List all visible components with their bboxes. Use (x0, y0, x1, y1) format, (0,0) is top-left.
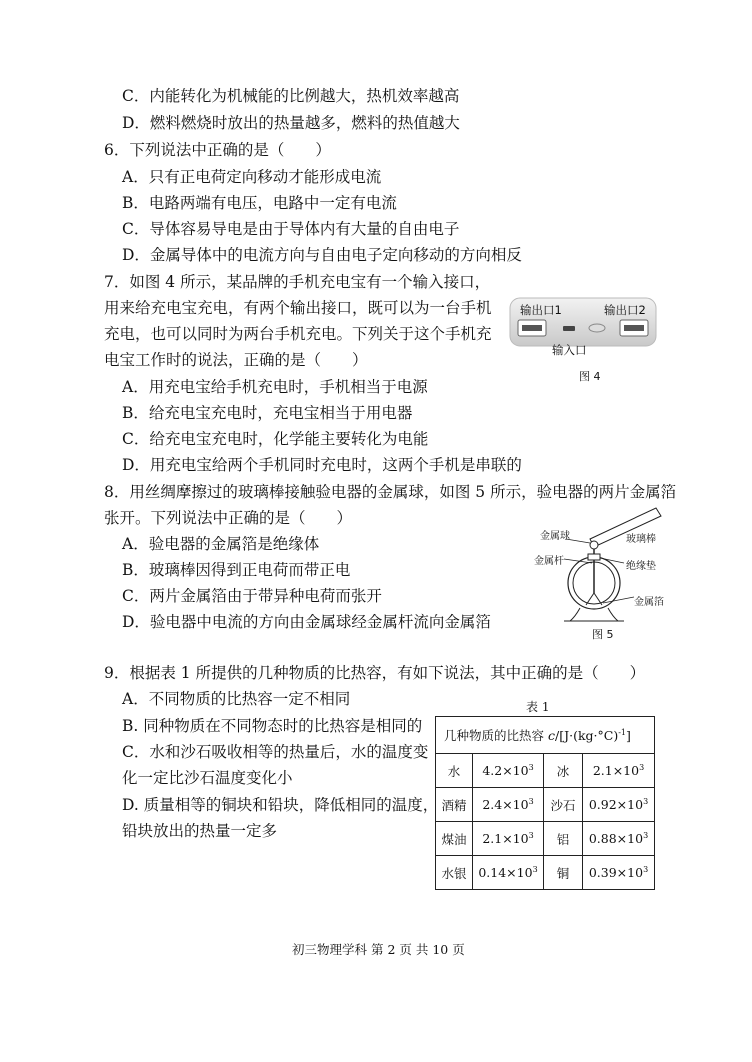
specific-heat-table (435, 716, 655, 890)
q8-option-b: B．玻璃棒因得到正电荷而带正电 (122, 561, 351, 579)
table-1-caption: 表 1 (526, 700, 550, 714)
fig4-input-label: 输入口 (552, 343, 587, 357)
q7-stem-2: 用来给充电宝充电，有两个输出接口，既可以为一台手机 (104, 299, 492, 317)
q7-stem-1: 7．如图 4 所示，某品牌的手机充电宝有一个输入接口， (104, 273, 491, 291)
q9-stem: 9．根据表 1 所提供的几种物质的比热容，有如下说法，其中正确的是（ ） (104, 664, 646, 682)
value-cell: $4.2\times 10^3$ (473, 754, 544, 788)
material-cell: 冰 (544, 754, 583, 788)
value-cell: $2.1\times 10^3$ (473, 822, 544, 856)
table-header-row (436, 717, 655, 754)
q6-option-d: D．金属导体中的电流方向与自由电子定向移动的方向相反 (122, 246, 522, 264)
table-header: 几种物质的比热容 $c/[J\cdot(kg\cdot^\circ C)^{-1}]$ (436, 717, 655, 754)
fig5-pad-label: 绝缘垫 (626, 561, 656, 572)
q8-option-d: D．验电器中电流的方向由金属球经金属杆流向金属箔 (122, 613, 491, 631)
q5-option-d: D．燃料燃烧时放出的热量越多，燃料的热值越大 (122, 114, 460, 132)
q7-option-a: A．用充电宝给手机充电时，手机相当于电源 (122, 378, 428, 396)
material-cell: 煤油 (436, 822, 473, 856)
q6-option-a: A．只有正电荷定向移动才能形成电流 (122, 168, 382, 186)
q8-stem-2: 张开。下列说法中正确的是（ ） (104, 509, 353, 527)
material-cell: 酒精 (436, 788, 473, 822)
q9-option-b: B. 同种物质在不同物态时的比热容是相同的 (122, 717, 423, 735)
value-cell: $2.1\times 10^3$ (583, 754, 655, 788)
q7-stem-3: 充电，也可以同时为两台手机充电。下列关于这个手机充 (104, 325, 492, 343)
value-cell: $0.39\times 10^3$ (583, 856, 655, 890)
fig5-rod-label: 玻璃棒 (626, 534, 656, 545)
page-footer: 初三物理学科 第 2 页 共 10 页 (292, 942, 465, 957)
q9-option-d-line-1: D. 质量相等的铜块和铅块，降低相同的温度， (122, 796, 439, 814)
fig5-caption: 图 5 (592, 628, 614, 641)
material-cell: 水银 (436, 856, 473, 890)
fig4-output-2-label: 输出口2 (604, 303, 646, 317)
q6-stem: 6．下列说法中正确的是（ ） (104, 141, 331, 159)
value-cell: $0.92\times 10^3$ (583, 788, 655, 822)
table-row (436, 754, 655, 788)
q9-option-a: A．不同物质的比热容一定不相同 (122, 690, 351, 708)
q9-option-c-line-1: C．水和沙石吸收相等的热量后，水的温度变 (122, 743, 429, 761)
material-cell: 水 (436, 754, 473, 788)
q5-option-c: C．内能转化为机械能的比例越大，热机效率越高 (122, 87, 460, 105)
value-cell: $2.4\times 10^3$ (473, 788, 544, 822)
value-cell: $0.14\times 10^3$ (473, 856, 544, 890)
fig4-output-1-label: 输出口1 (520, 303, 562, 317)
fig5-foil-label: 金属箔 (634, 597, 664, 608)
q8-option-c: C．两片金属箔由于带异种电荷而张开 (122, 587, 382, 605)
q9-option-c-line-2: 化一定比沙石温度变化小 (122, 769, 293, 787)
figure-5-electroscope (530, 505, 680, 625)
figure-4-power-bank (508, 290, 658, 360)
fig4-caption: 图 4 (579, 370, 601, 383)
q7-option-c: C．给充电宝充电时，化学能主要转化为电能 (122, 430, 429, 448)
value-cell: $0.88\times 10^3$ (583, 822, 655, 856)
material-cell: 铜 (544, 856, 583, 890)
fig5-ball-label: 金属球 (540, 531, 570, 542)
q7-option-d: D．用充电宝给两个手机同时充电时，这两个手机是串联的 (122, 456, 522, 474)
table-row (436, 822, 655, 856)
q6-option-b: B．电路两端有电压，电路中一定有电流 (122, 194, 397, 212)
q7-stem-4: 电宝工作时的说法，正确的是（ ） (104, 351, 368, 369)
table-row (436, 856, 655, 890)
q9-option-d-line-2: 铅块放出的热量一定多 (122, 822, 278, 840)
fig5-bar-label: 金属杆 (534, 556, 564, 567)
material-cell: 铝 (544, 822, 583, 856)
q8-stem-1: 8．用丝绸摩擦过的玻璃棒接触验电器的金属球，如图 5 所示，验电器的两片金属箔 (104, 483, 677, 501)
q7-option-b: B．给充电宝充电时，充电宝相当于用电器 (122, 404, 413, 422)
material-cell: 沙石 (544, 788, 583, 822)
q6-option-c: C．导体容易导电是由于导体内有大量的自由电子 (122, 220, 460, 238)
q8-option-a: A．验电器的金属箔是绝缘体 (122, 535, 320, 553)
table-row (436, 788, 655, 822)
